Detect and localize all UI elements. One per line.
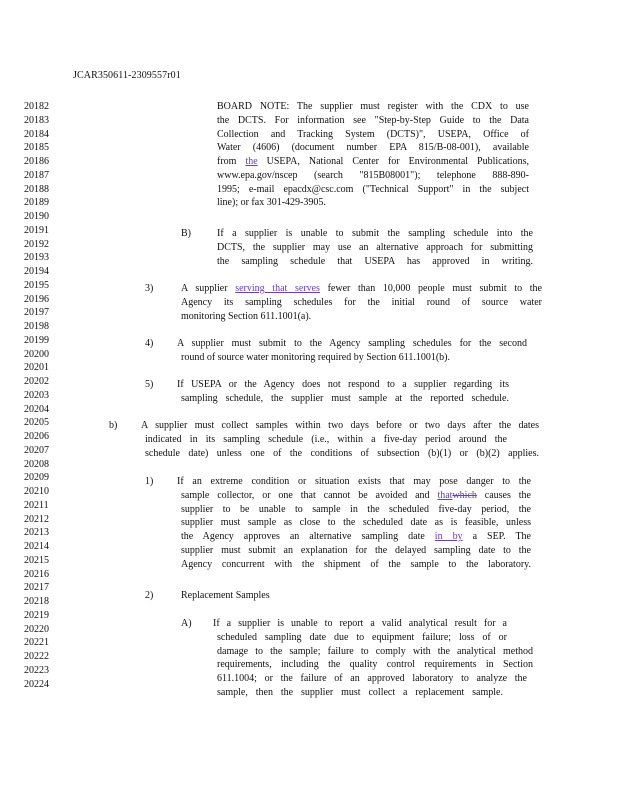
board-note (217, 100, 529, 210)
text-line: scheduled sampling date due to equipment failure; loss of or (217, 631, 507, 643)
text-segment: sample collector, or one that cannot be avoided and (181, 489, 438, 501)
line-number: 20183 (24, 114, 49, 126)
line-number: 20205 (24, 417, 49, 429)
item-marker: 3) (145, 283, 154, 294)
line-number: 20215 (24, 554, 49, 566)
line-number: 20185 (24, 142, 49, 154)
text-line: Water (4606) (document number EPA 815/B-08-001), available (217, 142, 529, 154)
text-line: 611.1004; or the failure of an approved laboratory to analyze the (217, 673, 527, 684)
line-number: 20196 (24, 293, 49, 305)
section-heading: Replacement Samples (181, 590, 270, 601)
text-line: schedule date) unless one of the conditions of subsection (b)(1) or (b)(2) applies. (145, 447, 539, 459)
paragraph-b1 (177, 475, 531, 571)
text-line: If USEPA or the Agency does not respond to a supplier regarding its (177, 379, 509, 390)
line-number: 20193 (24, 252, 49, 264)
deleted-text: which (452, 489, 477, 501)
item-marker: B) (181, 228, 191, 239)
line-number: 20216 (24, 568, 49, 580)
paragraph-5 (177, 378, 509, 406)
inserted-text: the (245, 156, 258, 167)
text-line: Agency concurrent with the shipment of the sample to the laboratory. (181, 558, 531, 570)
text-line: requirements, including the quality control requirements in Section (217, 659, 533, 671)
line-number: 20209 (24, 472, 49, 484)
text-line: sampling schedule, the supplier must sample at the reported schedule. (181, 392, 509, 404)
item-marker: 5) (145, 379, 154, 390)
item-marker: 1) (145, 476, 154, 487)
text-line: supplier must submit an explanation for the delayed sampling date to the (181, 544, 531, 556)
line-number: 20195 (24, 279, 49, 291)
item-marker: 2) (145, 590, 154, 601)
line-number: 20204 (24, 403, 49, 415)
text-line: sample, then the supplier must collect a replacement sample. (217, 686, 503, 698)
line-number: 20210 (24, 486, 49, 497)
inserted-text: in by (434, 531, 463, 542)
text-line: If an extreme condition or situation exists that may pose danger to the (177, 476, 531, 487)
paragraph-4 (177, 337, 527, 365)
document-id: JCAR350611-2309557r01 (73, 70, 181, 81)
line-number: 20211 (24, 499, 49, 511)
paragraph-3 (181, 282, 542, 323)
line-number: 20192 (24, 238, 49, 250)
line-number: 20207 (24, 444, 49, 456)
text-segment: A supplier (181, 283, 236, 294)
text-line: Collection and Tracking System (DCTS)", USEPA, Office of (217, 128, 529, 140)
text-line: If a supplier is unable to report a valid analytical result for a (213, 618, 507, 629)
line-number: 20223 (24, 664, 49, 676)
line-number: 20220 (24, 623, 49, 635)
line-number: 20224 (24, 678, 49, 690)
text-line (181, 282, 542, 296)
line-number: 20218 (24, 596, 49, 607)
text-line: BOARD NOTE: The supplier must register with the CDX to use (217, 101, 529, 112)
paragraph-a-capital (213, 617, 533, 700)
line-number: 20189 (24, 197, 49, 209)
text-segment: fewer than 10,000 people must submit to the (319, 283, 542, 294)
line-number: 20190 (24, 211, 49, 222)
text-line: If a supplier is unable to submit the sampling schedule into the (217, 228, 533, 239)
line-number: 20219 (24, 609, 49, 621)
line-number: 20201 (24, 362, 49, 374)
line-number: 20186 (24, 156, 49, 167)
item-marker: b) (109, 420, 118, 431)
line-number-column (24, 100, 49, 691)
inserted-text: that (437, 489, 453, 501)
text-line: line); or fax 301-429-3905. (217, 197, 326, 209)
line-number: 20188 (24, 183, 49, 195)
line-number: 20212 (24, 513, 49, 525)
line-number: 20198 (24, 321, 49, 332)
line-number: 20187 (24, 169, 49, 181)
line-number: 20222 (24, 651, 49, 662)
line-number: 20200 (24, 348, 49, 360)
text-segment: the Agency approves an alternative sampling date (181, 531, 435, 542)
paragraph-b (141, 419, 539, 460)
text-line: supplier must sample as close to the scheduled date as is feasible, unless (181, 517, 531, 529)
paragraph-b-capital (217, 227, 533, 268)
text-line: indicated in its sampling schedule (i.e., within a five-day period around the (145, 433, 507, 445)
line-number: 20206 (24, 431, 49, 442)
text-line: Agency its sampling schedules for the initial round of source water (181, 296, 542, 308)
text-line (177, 530, 531, 544)
line-number: 20221 (24, 637, 49, 649)
line-number: 20203 (24, 389, 49, 401)
line-number: 20208 (24, 458, 49, 470)
line-number: 20213 (24, 527, 49, 539)
text-segment: from (217, 156, 246, 167)
line-number: 20194 (24, 266, 49, 277)
text-line: DCTS, the supplier may use an alternative approach for submitting (217, 241, 533, 253)
text-line: round of source water monitoring required by Section 611.1001(b). (181, 351, 451, 363)
item-marker: 4) (145, 338, 154, 349)
text-line: A supplier must submit to the Agency sampling schedules for the second (177, 338, 527, 349)
text-line: monitoring Section 611.1001(a). (181, 310, 312, 322)
text-line: 1995; e-mail epacdx@csc.com ("Technical Support" in the subject (217, 183, 529, 195)
item-marker: A) (181, 618, 192, 629)
line-number: 20199 (24, 334, 49, 346)
line-number: 20214 (24, 541, 49, 552)
line-number: 20197 (24, 307, 49, 319)
text-line: A supplier must collect samples within two days before or two days after the dates (141, 420, 539, 431)
line-number: 20217 (24, 582, 49, 594)
text-line: supplier to be unable to sample in the scheduled five-day period, the (181, 503, 531, 515)
text-line: the sampling schedule that USEPA has approved in writing. (217, 255, 533, 267)
text-line (217, 155, 529, 169)
line-number: 20191 (24, 224, 49, 236)
text-segment: USEPA, National Center for Environmental Publications, (257, 156, 529, 167)
inserted-text: serving that serves (235, 283, 320, 294)
line-number: 20182 (24, 101, 49, 112)
text-segment: a SEP. The (462, 531, 531, 542)
line-number: 20202 (24, 376, 49, 387)
text-line: damage to the sample; failure to comply with the analytical method (217, 645, 533, 657)
text-line (177, 489, 531, 503)
text-line: www.epa.gov/nscep (search "815B08001"); telephone 888-890- (217, 169, 529, 181)
text-line: the DCTS. For information see "Step-by-Step Guide to the Data (217, 114, 529, 126)
text-segment: causes the (476, 489, 531, 501)
line-number: 20184 (24, 128, 49, 140)
